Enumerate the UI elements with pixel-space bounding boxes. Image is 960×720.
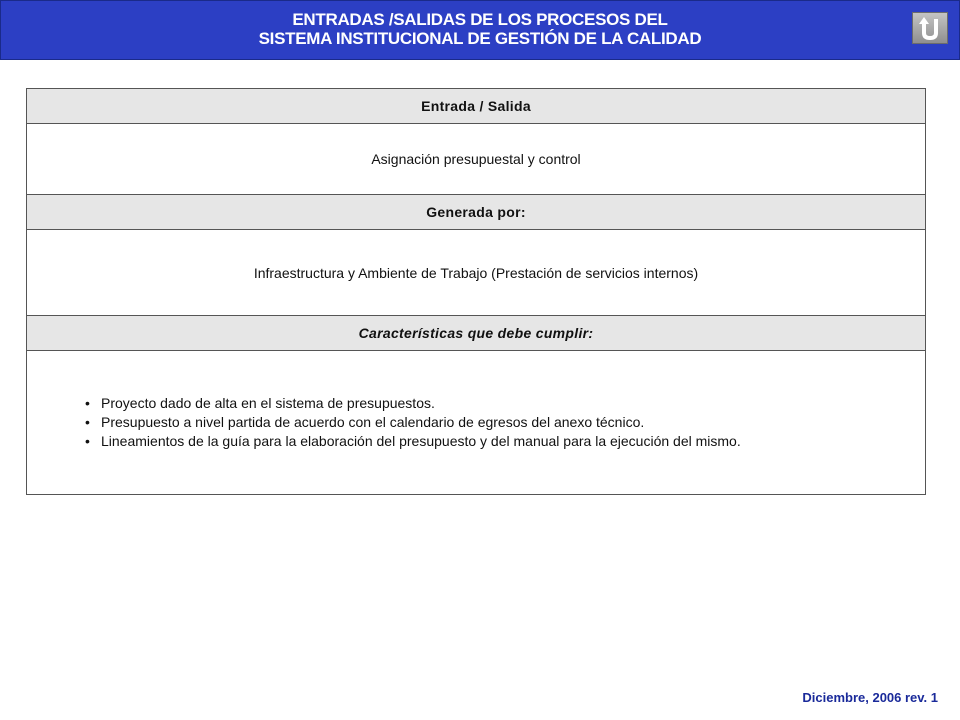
page-title — [0, 10, 960, 48]
back-button[interactable] — [912, 12, 948, 44]
caracteristicas-heading: Características que debe cumplir: — [27, 316, 925, 351]
caracteristicas-cell — [27, 351, 925, 494]
list-item: • Proyecto dado de alta en el sistema de presupuestos. — [85, 394, 741, 413]
generada-por-value: Infraestructura y Ambiente de Trabajo (Prestación de servicios internos) — [27, 230, 925, 316]
entrada-salida-value: Asignación presupuestal y control — [27, 124, 925, 195]
list-item: • Lineamientos de la guía para la elaboración del presupuesto y del manual para la ejecución del mismo. — [85, 432, 741, 451]
generada-por-heading: Generada por: — [27, 195, 925, 230]
title-line-1: ENTRADAS /SALIDAS DE LOS PROCESOS DEL — [292, 10, 668, 29]
u-turn-arrow-icon — [913, 13, 947, 43]
list-item: • Presupuesto a nivel partida de acuerdo con el calendario de egresos del anexo técnico. — [85, 413, 741, 432]
caracteristicas-list — [27, 394, 741, 451]
revision-footer: Diciembre, 2006 rev. 1 — [802, 690, 938, 705]
io-table — [26, 88, 926, 495]
title-line-2: SISTEMA INSTITUCIONAL DE GESTIÓN DE LA CALIDAD — [258, 29, 702, 48]
entrada-salida-heading: Entrada / Salida — [27, 89, 925, 124]
